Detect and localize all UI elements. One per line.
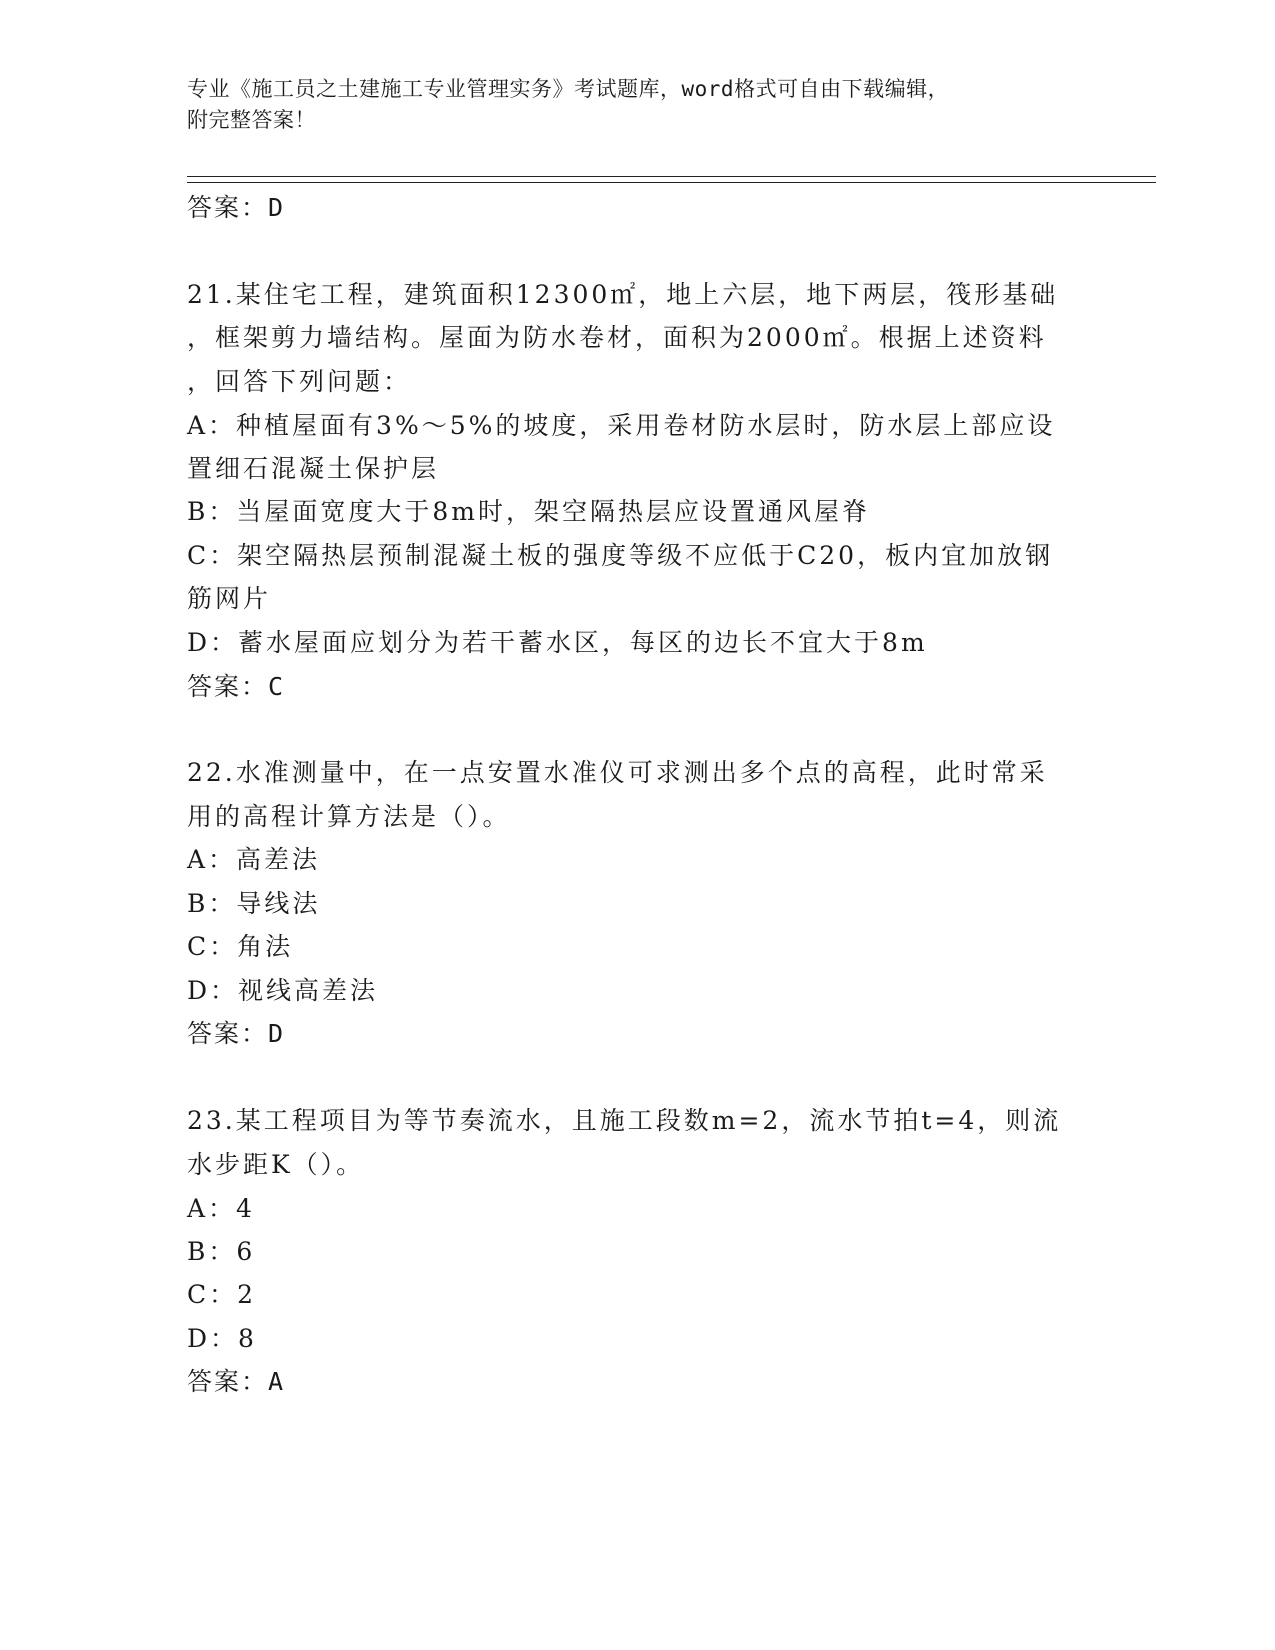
answer-label: 答案： — [187, 672, 269, 701]
answer-value: A — [268, 1367, 285, 1396]
question-23-option-a: A：4 — [187, 1194, 255, 1223]
question-23-stem-line-1: 23.某工程项目为等节奏流水，且施工段数m=2，流水节拍t=4，则流 — [187, 1106, 1062, 1135]
answer-value: D — [268, 1019, 285, 1048]
header-line-2: 附完整答案！ — [187, 108, 316, 132]
question-21-option-a-line-2: 置细石混凝土保护层 — [187, 454, 440, 483]
question-22-stem-line-2: 用的高程计算方法是（）。 — [187, 802, 511, 831]
answer-line-q20 — [187, 188, 284, 224]
answer-line-q23 — [187, 1362, 284, 1398]
answer-value: C — [268, 672, 285, 701]
question-23-option-d: D：8 — [187, 1324, 257, 1353]
header-rule-top — [187, 176, 1156, 177]
question-23-stem-line-2: 水步距K（）。 — [187, 1150, 365, 1179]
question-22-option-b: B：导线法 — [187, 889, 321, 918]
document-header — [187, 74, 1087, 136]
answer-line-q22 — [187, 1014, 284, 1050]
question-22-option-a: A：高差法 — [187, 845, 321, 874]
question-21-stem-line-1: 21.某住宅工程，建筑面积12300㎡，地上六层，地下两层，筏形基础 — [187, 280, 1059, 309]
question-22-stem-line-1: 22.水准测量中，在一点安置水准仪可求测出多个点的高程，此时常采 — [187, 758, 1048, 787]
question-22-option-c: C：角法 — [187, 932, 294, 961]
question-21-stem-line-2: ，框架剪力墙结构。屋面为防水卷材，面积为2000㎡。根据上述资料 — [187, 323, 1047, 352]
answer-line-q21 — [187, 667, 284, 703]
question-22-option-d: D：视线高差法 — [187, 976, 379, 1005]
question-21-option-b: B：当屋面宽度大于8m时，架空隔热层应设置通风屋脊 — [187, 497, 870, 526]
header-line-1: 专业《施工员之土建施工专业管理实务》考试题库，word格式可自由下载编辑， — [187, 77, 950, 101]
question-21-option-a-line-1: A：种植屋面有3%～5%的坡度，采用卷材防水层时，防水层上部应设 — [187, 411, 1056, 440]
question-23-option-b: B：6 — [187, 1237, 256, 1266]
header-rule-bottom — [187, 182, 1156, 183]
answer-label: 答案： — [187, 1367, 269, 1396]
answer-label: 答案： — [187, 193, 269, 222]
question-21-option-c-line-2: 筋网片 — [187, 584, 272, 613]
question-23-option-c: C：2 — [187, 1280, 257, 1309]
question-21-option-c-line-1: C：架空隔热层预制混凝土板的强度等级不应低于C20，板内宜加放钢 — [187, 541, 1054, 570]
answer-label: 答案： — [187, 1019, 269, 1048]
answer-value: D — [268, 193, 285, 222]
question-21-option-d: D：蓄水屋面应划分为若干蓄水区，每区的边长不宜大于8m — [187, 628, 928, 657]
question-21-stem-line-3: ，回答下列问题： — [187, 367, 412, 396]
